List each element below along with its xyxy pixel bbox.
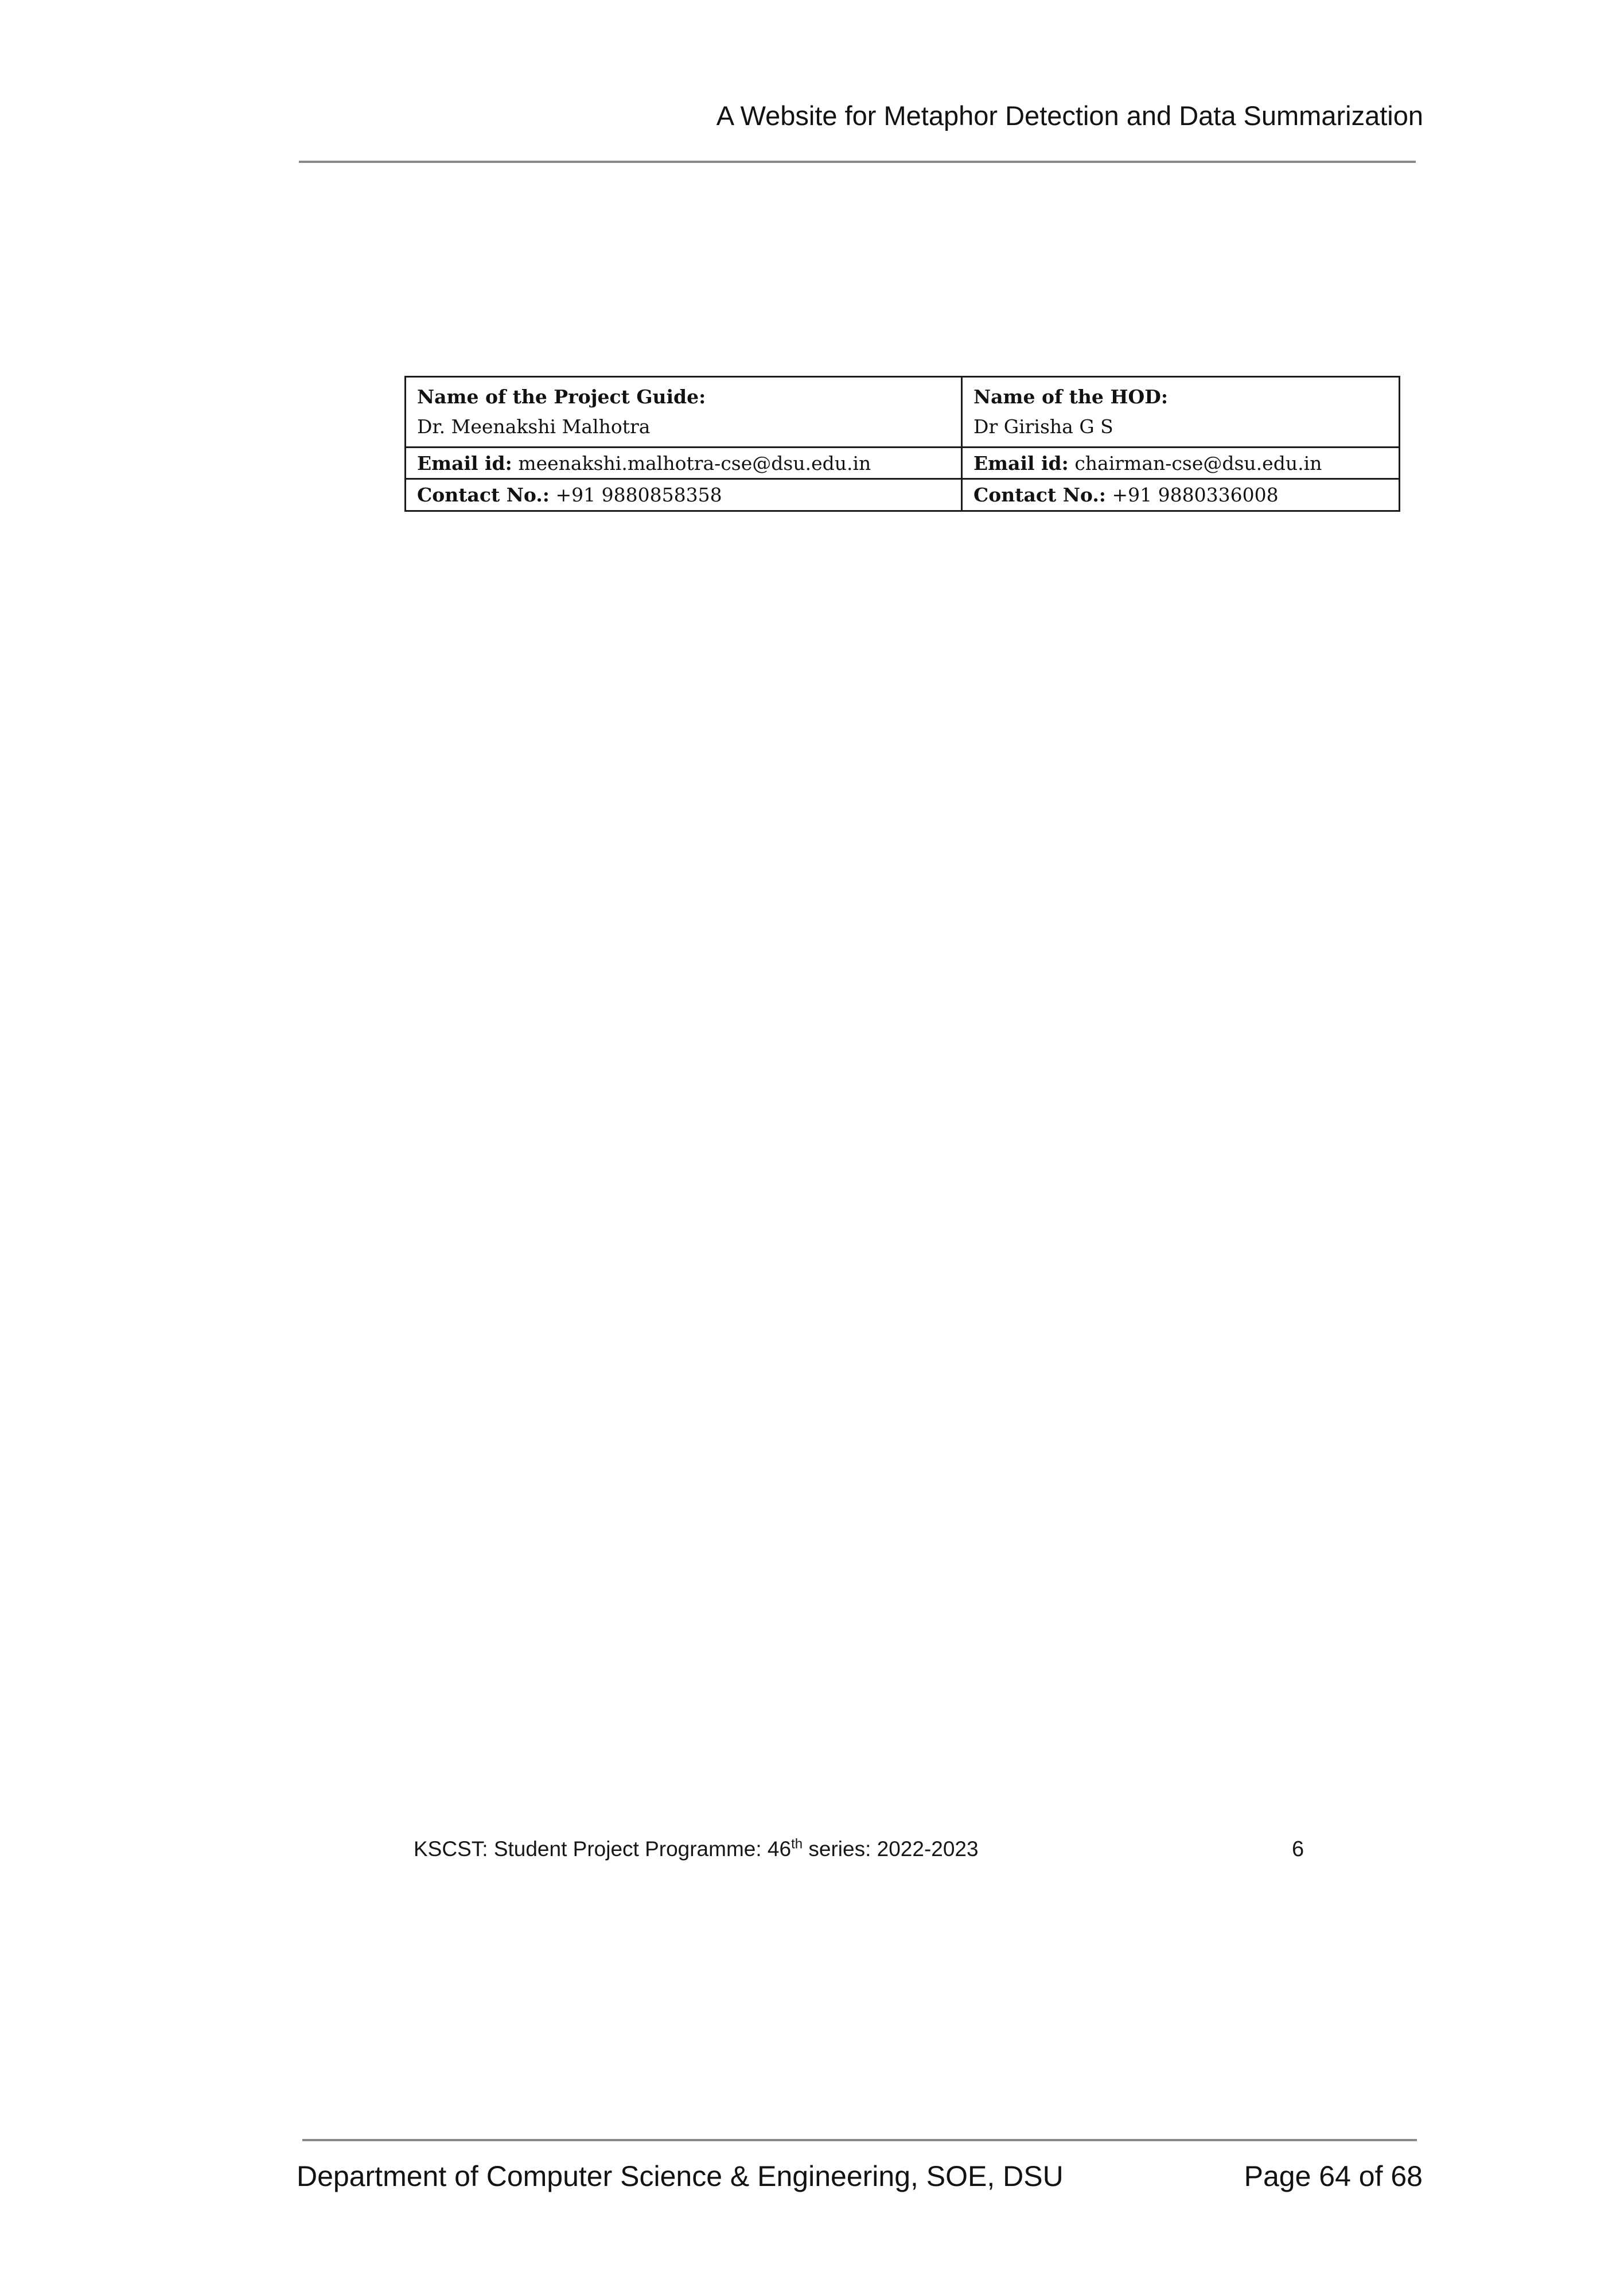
hod-name-value: Dr Girisha G S	[973, 415, 1113, 438]
inner-page-number: 6	[1292, 1837, 1304, 1861]
cell-project-guide-email	[406, 448, 962, 479]
programme-footer	[414, 1837, 979, 1862]
page-x-of-y-label: Page 64 of 68	[1244, 2160, 1423, 2192]
header-rule	[299, 161, 1416, 163]
page-header-title: A Website for Metaphor Detection and Data Summarization	[716, 100, 1423, 131]
project-guide-contact-label: Contact No.:	[417, 484, 550, 506]
department-footer-text: Department of Computer Science & Engineering, SOE, DSU	[297, 2160, 1064, 2192]
project-guide-email-value: meenakshi.malhotra-cse@dsu.edu.in	[518, 452, 871, 474]
project-guide-email-label: Email id:	[417, 452, 512, 474]
programme-footer-superscript: th	[791, 1836, 803, 1852]
hod-contact-value: +91 9880336008	[1112, 484, 1279, 506]
hod-contact-label: Contact No.:	[973, 484, 1106, 506]
cell-hod-email	[962, 448, 1400, 479]
table-row-names	[406, 377, 1400, 448]
cell-hod-name	[962, 377, 1400, 448]
table-row-contacts	[406, 479, 1400, 511]
hod-email-value: chairman-cse@dsu.edu.in	[1074, 452, 1322, 474]
bottom-footer-rule	[302, 2139, 1417, 2141]
programme-footer-prefix: KSCST: Student Project Programme: 46	[414, 1837, 792, 1861]
cell-project-guide-contact	[406, 479, 962, 511]
hod-name-label: Name of the HOD:	[973, 386, 1169, 408]
project-guide-contact-value: +91 9880858358	[555, 484, 722, 506]
contact-table	[404, 376, 1400, 512]
programme-footer-suffix: series: 2022-2023	[803, 1837, 979, 1861]
project-guide-name-label: Name of the Project Guide:	[417, 386, 706, 408]
project-guide-name-value: Dr. Meenakshi Malhotra	[417, 415, 651, 438]
cell-hod-contact	[962, 479, 1400, 511]
hod-email-label: Email id:	[973, 452, 1069, 474]
cell-project-guide-name	[406, 377, 962, 448]
table-row-emails	[406, 448, 1400, 479]
